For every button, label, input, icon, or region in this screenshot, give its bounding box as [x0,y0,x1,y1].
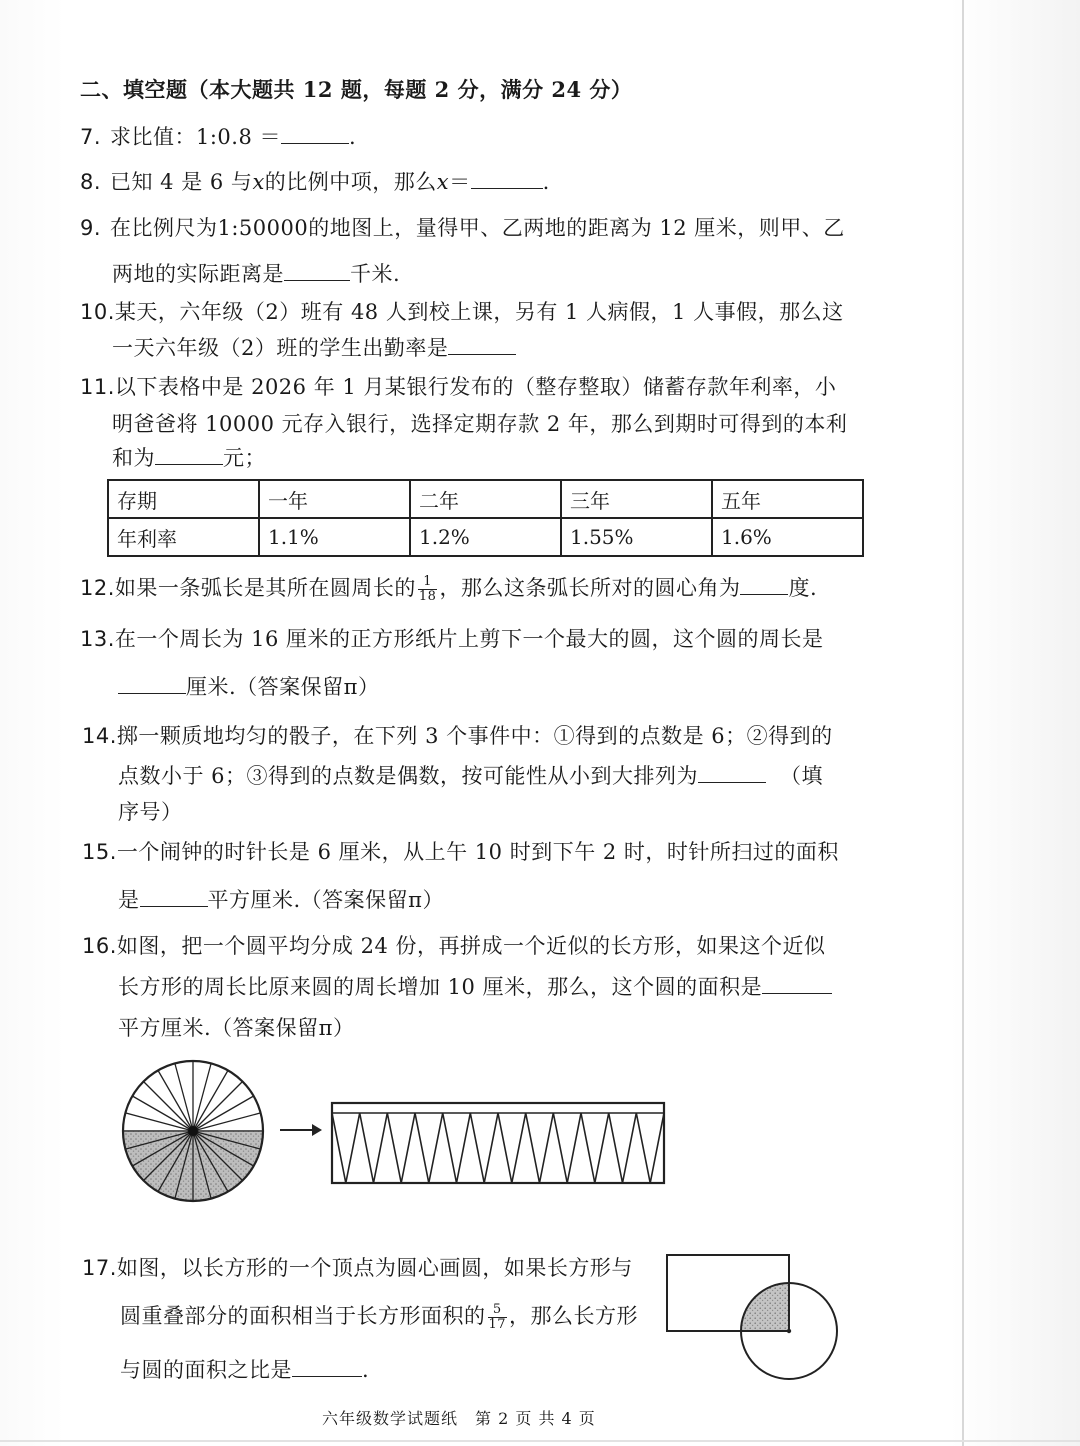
question-text: 平方厘米.（答案保留π） [207,888,444,912]
table-cell: 年利率 [108,518,259,556]
table-cell: 1.55% [561,518,712,556]
question-text: 求比值：1:0.8 ＝ [110,125,282,149]
interest-rate-table [107,479,864,557]
approximate-rectangle-figure [330,1100,666,1186]
question-9 [80,214,845,242]
page-footer: 六年级数学试题纸 第 2 页 共 4 页 [322,1409,596,1428]
question-text: 已知 4 是 6 与 [110,170,253,194]
sector-line [175,1063,193,1131]
answer-blank[interactable] [762,973,832,994]
fraction-denominator: 18 [418,589,437,604]
answer-blank[interactable] [140,886,208,907]
question-16-line-3 [118,1014,354,1042]
question-tail: 度. [788,576,818,600]
answer-blank[interactable] [471,168,543,189]
right-arrow-icon [278,1120,324,1140]
sector-line [125,1113,193,1131]
question-14 [82,722,833,750]
question-16-line-2 [118,973,832,1001]
table-cell: 二年 [410,480,561,518]
question-number: 11. [80,375,115,399]
question-11-line-2 [112,410,847,438]
answer-blank[interactable] [740,574,788,595]
question-text: 长方形的周长比原来圆的周长增加 10 厘米，那么，这个圆的面积是 [118,975,763,999]
answer-blank[interactable] [698,762,766,783]
question-text: 厘米.（答案保留π） [186,675,380,699]
table-cell: 存期 [108,480,259,518]
table-header-row [108,480,863,518]
question-text: 明爸爸将 10000 元存入银行，选择定期存款 2 年，那么到期时可得到的本利 [112,412,848,436]
divided-circle-figure [120,1058,270,1208]
question-text: 一个闹钟的时针长是 6 厘米，从上午 10 时到下午 2 时，时针所扫过的面积 [116,840,839,864]
question-7 [80,123,356,151]
table-cell: 1.6% [712,518,863,556]
question-text: 是 [118,888,140,912]
question-10-line-2 [112,334,516,362]
math-variable: x [252,170,265,194]
table-cell: 五年 [712,480,863,518]
fraction [418,575,438,604]
table-cell: 一年 [259,480,410,518]
answer-blank[interactable] [448,334,516,355]
question-9-line-2 [112,260,400,288]
circle-center-dot [787,1329,791,1333]
question-15-line-2 [118,886,444,914]
fraction [488,1303,508,1332]
question-number: 13. [80,627,115,651]
answer-blank[interactable] [292,1356,362,1377]
sector-line [193,1063,211,1131]
question-text: 的比例中项，那么 [264,170,437,194]
question-text: 和为 [112,446,155,470]
table-cell: 1.1% [259,518,410,556]
question-number: 10. [80,300,115,324]
question-17 [82,1254,633,1282]
sector-line [193,1113,261,1131]
sector-zigzag [332,1113,664,1183]
math-variable: x [436,170,450,194]
question-number: 12. [80,576,115,600]
page-edge-right [962,0,964,1446]
question-text: 在一个周长为 16 厘米的正方形纸片上剪下一个最大的圆，这个圆的周长是 [114,627,824,651]
question-11-line-3 [112,444,266,472]
question-tail: . [349,125,357,149]
question-tail: . [362,1358,370,1382]
question-text: 一天六年级（2）班的学生出勤率是 [112,336,449,360]
question-number: 9. [80,216,102,240]
question-number: 17. [82,1256,117,1280]
page-edge-bottom [0,1440,1080,1442]
question-text: 与圆的面积之比是 [120,1358,292,1382]
question-8 [80,168,550,196]
question-text: 如果一条弧长是其所在圆周长的 [114,576,416,600]
question-text: 千米. [350,262,401,286]
question-text: 在比例尺为1:50000的地图上，量得甲、乙两地的距离为 12 厘米，则甲、乙 [110,216,845,240]
answer-blank[interactable] [284,260,350,281]
question-text: 掷一颗质地均匀的骰子，在下列 3 个事件中：①得到的点数是 6；②得到的 [116,724,833,748]
question-15 [82,838,839,866]
question-13 [80,625,823,653]
table-cell: 三年 [561,480,712,518]
question-11 [80,373,836,401]
section-header: 二、填空题（本大题共 12 题，每题 2 分，满分 24 分） [80,77,633,102]
question-text: （填 [780,764,824,788]
question-text: ，那么长方形 [509,1304,639,1328]
question-number: 15. [82,840,117,864]
table-cell: 1.2% [410,518,561,556]
question-13-line-2 [118,673,379,701]
question-10 [80,298,844,326]
question-14-line-3 [118,798,183,826]
fraction-numerator: 5 [488,1303,508,1318]
fraction-numerator: 1 [418,575,438,590]
question-16 [82,932,825,960]
question-text: 某天，六年级（2）班有 48 人到校上课，另有 1 人病假，1 人事假，那么这 [114,300,844,324]
answer-blank[interactable] [155,444,223,465]
answer-blank[interactable] [118,673,186,694]
rectangle-circle-figure [664,1252,844,1392]
circle-center-dot [188,1126,198,1136]
question-text: ，那么这条弧长所对的圆心角为 [439,576,741,600]
question-number: 7. [80,125,102,149]
question-text: 序号） [118,800,183,824]
question-text: 如图，以长方形的一个顶点为圆心画圆，如果长方形与 [116,1256,633,1280]
question-number: 14. [82,724,117,748]
question-text: 两地的实际距离是 [112,262,284,286]
question-text: 圆重叠部分的面积相当于长方形面积的 [120,1304,486,1328]
question-text: 点数小于 6；③得到的点数是偶数，按可能性从小到大排列为 [118,764,699,788]
question-text: 元； [223,446,266,470]
question-tail: . [542,170,550,194]
answer-blank[interactable] [281,123,349,144]
question-number: 16. [82,934,117,958]
question-17-line-2 [120,1302,638,1332]
table-row [108,518,863,556]
fraction-denominator: 17 [488,1317,507,1332]
question-text: 如图，把一个圆平均分成 24 份，再拼成一个近似的长方形，如果这个近似 [116,934,826,958]
question-text: 平方厘米.（答案保留π） [118,1016,355,1040]
question-text: 以下表格中是 2026 年 1 月某银行发布的（整存整取）储蓄存款年利率，小 [114,375,837,399]
question-12 [80,574,817,604]
question-text: ＝ [449,170,471,194]
question-14-line-2 [118,762,823,790]
question-17-line-3 [120,1356,369,1384]
question-number: 8. [80,170,102,194]
